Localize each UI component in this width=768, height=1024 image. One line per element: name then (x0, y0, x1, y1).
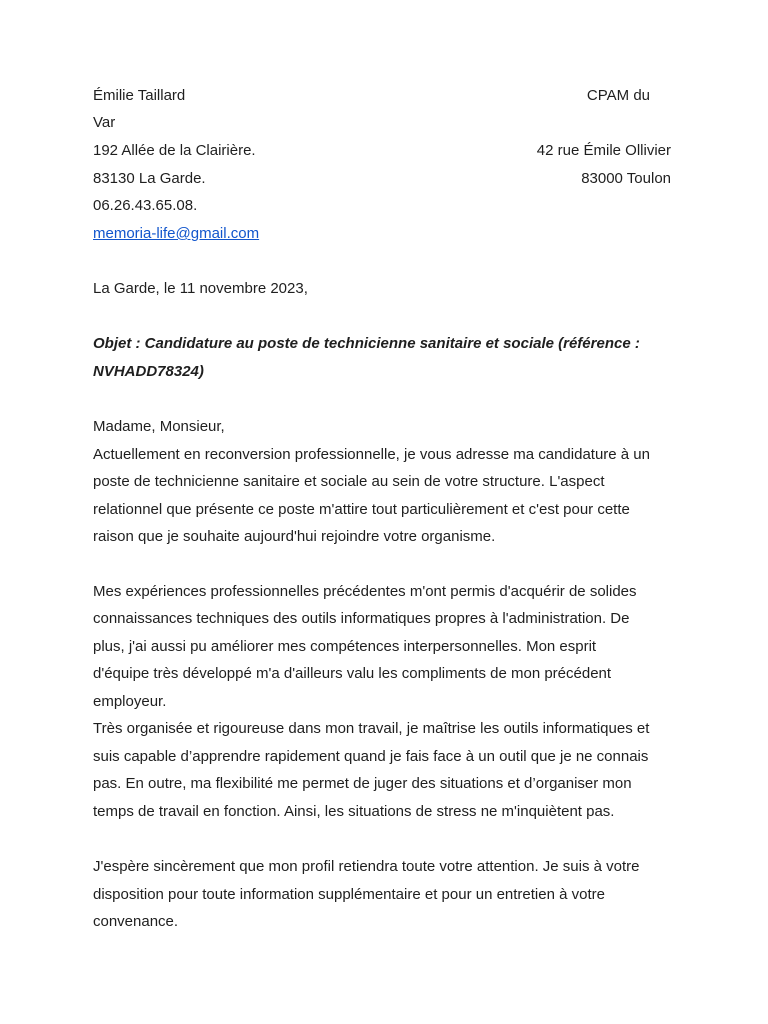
body-line: pas. En outre, ma flexibilité me permet de juger des situations et d’organiser mon (93, 775, 632, 792)
body-line: plus, j'ai aussi pu améliorer mes compétences interpersonnelles. Mon esprit (93, 638, 597, 655)
body-line: convenance. (93, 913, 179, 930)
sender-email-link[interactable]: memoria-life@gmail.com (93, 225, 260, 242)
sender-name: Émilie Taillard (93, 87, 186, 104)
recipient-address: 42 rue Émile Ollivier (536, 142, 671, 159)
sender-address: 192 Allée de la Clairière. (93, 142, 256, 159)
body-line: Actuellement en reconversion professionnelle, je vous adresse ma candidature à un (93, 446, 650, 463)
body-line: connaissances techniques des outils informatiques propres à l'administration. De (93, 610, 630, 627)
body-line: Très organisée et rigoureuse dans mon travail, je maîtrise les outils informatiques et (93, 720, 650, 737)
body-line: employeur. (93, 693, 167, 710)
body-line: raison que je souhaite aujourd'hui rejoindre votre organisme. (93, 528, 496, 545)
body-line: suis capable d’apprendre rapidement quand je fais face à un outil que je ne connais (93, 748, 649, 765)
body-line: relationnel que présente ce poste m'attire tout particulièrement et c'est pour cette (93, 501, 630, 518)
sender-name-continued: Var (93, 114, 116, 131)
body-line: d'équipe très développé m'a d'ailleurs valu les compliments de mon précédent (93, 665, 612, 682)
body-line: J'espère sincèrement que mon profil retiendra toute votre attention. Je suis à votre (93, 858, 640, 875)
body-line: poste de technicienne sanitaire et sociale au sein de votre structure. L'aspect (93, 473, 605, 490)
date-line: La Garde, le 11 novembre 2023, (93, 280, 308, 297)
recipient-city: 83000 Toulon (581, 170, 671, 187)
body-line: disposition pour toute information supplémentaire et pour un entretien à votre (93, 886, 605, 903)
recipient-name: CPAM du (586, 87, 650, 104)
sender-phone: 06.26.43.65.08. (93, 197, 198, 214)
body-line: Mes expériences professionnelles précédentes m'ont permis d'acquérir de solides (93, 583, 637, 600)
subject-line-2: NVHADD78324) (93, 363, 204, 380)
subject-line-1: Objet : Candidature au poste de technicienne sanitaire et sociale (référence : (93, 335, 640, 352)
body-line: temps de travail en fonction. Ainsi, les situations de stress ne m'inquiètent pas. (93, 803, 615, 820)
salutation: Madame, Monsieur, (93, 418, 225, 435)
sender-city: 83130 La Garde. (93, 170, 206, 187)
